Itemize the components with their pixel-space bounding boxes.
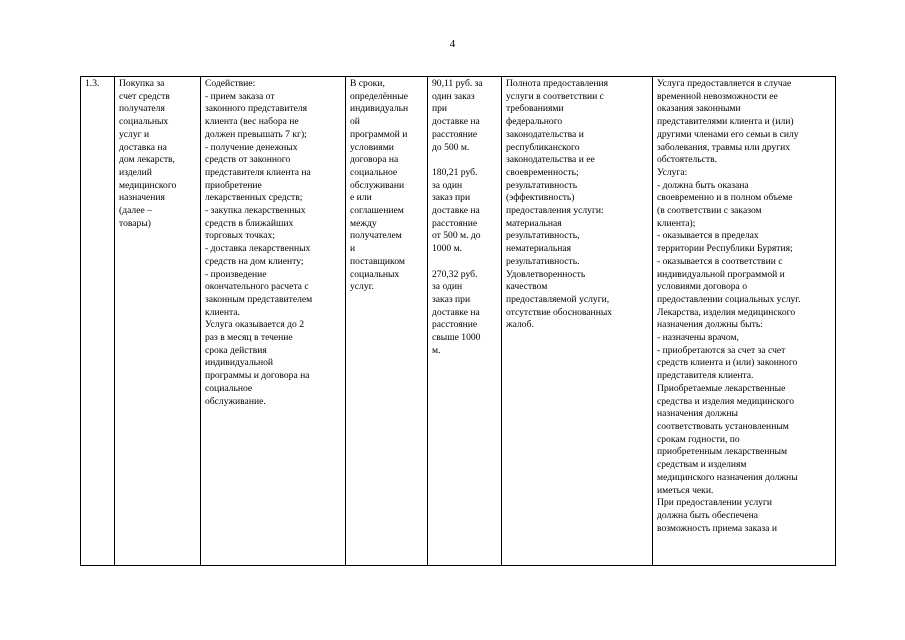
price-line: один заказ <box>432 90 475 102</box>
service-table <box>80 76 836 566</box>
price-gap <box>432 256 498 269</box>
quality-indicator-line: жалоб. <box>506 319 534 331</box>
service-content-line: законного представителя <box>205 103 308 115</box>
service-content-line: программы и договора на <box>205 370 310 382</box>
price-line: 180,21 руб. <box>432 166 478 178</box>
quality-indicator-line: предоставляемой услуги, <box>506 293 610 305</box>
service-condition-line: медицинского назначения должны <box>657 471 798 483</box>
service-name-line: товары) <box>119 217 151 229</box>
service-name-line: счет средств <box>119 90 170 102</box>
service-name-line: Покупка за <box>119 78 165 89</box>
service-condition-line: клиента); <box>657 217 696 229</box>
service-content-line: - закупка лекарственных <box>205 205 306 217</box>
service-content-line: Услуга оказывается до 2 <box>205 319 305 331</box>
service-terms-line: программой и <box>350 128 408 140</box>
service-content-line: - произведение <box>205 268 267 280</box>
price-line: от 500 м. до <box>432 230 481 242</box>
price-line: 1000 м. <box>432 243 463 255</box>
service-condition-line: - оказывается в соответствии с <box>657 255 783 267</box>
service-condition-line: - должна быть оказана <box>657 179 749 191</box>
service-content-line: представителя клиента на <box>205 166 311 178</box>
service-content-line: социальное <box>205 382 253 394</box>
service-name-line: медицинского <box>119 179 177 191</box>
service-terms-line: обслуживани <box>350 179 405 191</box>
quality-indicator-line: результативность, <box>506 230 580 242</box>
service-content-line: - доставка лекарственных <box>205 243 311 255</box>
service-content-line: торговых точках; <box>205 230 275 242</box>
price-line: доставке на <box>432 116 480 128</box>
price-line: за один <box>432 281 463 293</box>
service-name-line: изделий <box>119 166 152 178</box>
service-condition-line: При предоставлении услуги <box>657 497 773 509</box>
service-name-line: дом лекарств, <box>119 154 175 166</box>
quality-indicator-line: законодательства и <box>506 128 584 140</box>
service-condition-line: условиями договора о <box>657 281 748 293</box>
service-content-line: индивидуальной <box>205 357 274 369</box>
quality-indicator-line: законодательства и ее <box>506 154 595 166</box>
service-condition-line: своевременно и в полном объеме <box>657 192 793 204</box>
service-content-line: обслуживание. <box>205 395 266 407</box>
service-condition-line: назначения должны быть: <box>657 319 763 331</box>
price-gap <box>432 154 498 167</box>
quality-indicator-line: отсутствие обоснованных <box>506 306 613 318</box>
price-line: 90,11 руб. за <box>432 78 483 89</box>
service-condition-line: (в соответствии с заказом <box>657 205 762 217</box>
service-name-line: получателя <box>119 103 165 115</box>
quality-indicator-line: нематериальная <box>506 243 572 255</box>
service-terms-line: условиями <box>350 141 394 153</box>
quality-indicator-line: своевременность; <box>506 166 579 178</box>
service-terms-line: соглашением <box>350 205 404 217</box>
service-name-line: социальных <box>119 116 169 128</box>
service-condition-line: оказания законными <box>657 103 741 115</box>
price-line: доставке на <box>432 306 480 318</box>
service-content-line: раз в месяц в течение <box>205 332 293 344</box>
service-condition-line: представителями клиента и (или) <box>657 116 794 128</box>
service-terms-line: договора на <box>350 154 399 166</box>
service-condition-line: Лекарства, изделия медицинского <box>657 306 796 318</box>
service-condition-line: возможность приема заказа и <box>657 522 777 534</box>
service-terms-line: В сроки, <box>350 78 385 89</box>
service-terms-cell <box>346 77 428 566</box>
quality-indicator-line: материальная <box>506 217 562 229</box>
service-content-line: - прием заказа от <box>205 90 275 102</box>
service-terms-line: социальное <box>350 166 398 178</box>
service-name-cell <box>115 77 201 566</box>
price-line: заказ при <box>432 192 471 204</box>
service-content-line: срока действия <box>205 344 267 356</box>
quality-indicator-line: результативность. <box>506 255 580 267</box>
service-condition-line: соответствовать установленным <box>657 420 789 432</box>
service-condition-line: предоставлении социальных услуг. <box>657 293 801 305</box>
price-line: м. <box>432 344 441 356</box>
service-price-cell <box>428 77 502 566</box>
service-condition-line: средства и изделия медицинского <box>657 395 795 407</box>
quality-indicator-line: республиканского <box>506 141 580 153</box>
quality-indicator-line: качеством <box>506 281 548 293</box>
service-condition-line: Услуга: <box>657 166 688 178</box>
price-line: свыше 1000 <box>432 332 481 344</box>
price-line: расстояние <box>432 217 478 229</box>
price-line: 270,32 руб. <box>432 268 478 280</box>
service-content-line: - получение денежных <box>205 141 298 153</box>
price-line: расстояние <box>432 128 478 140</box>
service-content-line: законным представителем <box>205 293 313 305</box>
quality-indicator-line: Полнота предоставления <box>506 78 609 89</box>
service-condition-line: территории Республики Бурятия; <box>657 243 793 255</box>
service-condition-line: средств клиента и (или) законного <box>657 357 798 369</box>
service-condition-line: индивидуальной программой и <box>657 268 785 280</box>
quality-indicator-line: требованиями <box>506 103 564 115</box>
row-index-cell <box>81 77 115 566</box>
service-condition-line: средствам и изделиям <box>657 459 747 471</box>
service-condition-line: Приобретаемые лекарственные <box>657 382 786 394</box>
service-condition-line: - назначены врачом, <box>657 332 739 344</box>
price-line: при <box>432 103 448 115</box>
service-condition-line: приобретенным лекарственным <box>657 446 788 458</box>
service-terms-line: определённые <box>350 90 409 102</box>
price-line: за один <box>432 179 463 191</box>
service-condition-line: временной невозможности ее <box>657 90 778 102</box>
service-condition-line: назначения должны <box>657 408 738 420</box>
service-terms-line: получателем <box>350 230 402 242</box>
table-row <box>81 77 836 566</box>
service-conditions-cell <box>653 77 836 566</box>
quality-indicator-line: (эффективность) <box>506 192 575 204</box>
service-condition-line: иметься чеки. <box>657 484 714 496</box>
service-condition-line: заболевания, травмы или других <box>657 141 791 153</box>
service-content-line: средств в ближайших <box>205 217 294 229</box>
service-content-line: окончательного расчета с <box>205 281 309 293</box>
service-terms-line: между <box>350 217 377 229</box>
service-content-line: лекарственных средств; <box>205 192 303 204</box>
service-name-line: (далее – <box>119 205 152 217</box>
service-content-line: средств на дом клиенту; <box>205 255 304 267</box>
price-line: доставке на <box>432 205 480 217</box>
service-terms-line: поставщиком <box>350 255 405 267</box>
price-line: до 500 м. <box>432 141 470 153</box>
service-condition-line: - приобретаются за счет за счет <box>657 344 786 356</box>
quality-indicator-line: Удовлетворенность <box>506 268 586 280</box>
service-content-line: клиента (вес набора не <box>205 116 299 128</box>
service-condition-line: должна быть обеспечена <box>657 509 758 521</box>
service-name-line: услуг и <box>119 128 150 140</box>
page-number: 4 <box>449 38 456 50</box>
service-condition-line: обстоятельств. <box>657 154 718 166</box>
service-terms-line: ой <box>350 116 360 128</box>
service-content-line: Содействие: <box>205 78 256 89</box>
service-terms-line: и <box>350 243 356 255</box>
quality-indicators-cell <box>502 77 653 566</box>
service-terms-line: услуг. <box>350 281 374 293</box>
service-name-line: назначения <box>119 192 165 204</box>
price-line: заказ при <box>432 293 471 305</box>
quality-indicator-line: предоставления услуги: <box>506 205 604 217</box>
service-content-line: клиента. <box>205 306 240 318</box>
service-condition-line: другими членами его семьи в силу <box>657 128 799 140</box>
service-content-line: средств от законного <box>205 154 291 166</box>
quality-indicator-line: услуги в соответствии с <box>506 90 604 102</box>
service-name-line: доставка на <box>119 141 167 153</box>
service-terms-line: е или <box>350 192 372 204</box>
service-condition-line: срокам годности, по <box>657 433 740 445</box>
quality-indicator-line: федерального <box>506 116 563 128</box>
service-content-line: должен превышать 7 кг); <box>205 128 307 140</box>
service-condition-line: Услуга предоставляется в случае <box>657 78 792 89</box>
row-index: 1.3. <box>85 78 100 89</box>
service-terms-line: социальных <box>350 268 400 280</box>
service-content-cell <box>201 77 346 566</box>
service-condition-line: - оказывается в пределах <box>657 230 759 242</box>
price-line: расстояние <box>432 319 478 331</box>
service-terms-line: индивидуальн <box>350 103 409 115</box>
service-content-line: приобретение <box>205 179 262 191</box>
service-condition-line: представителя клиента. <box>657 370 754 382</box>
quality-indicator-line: результативность <box>506 179 578 191</box>
